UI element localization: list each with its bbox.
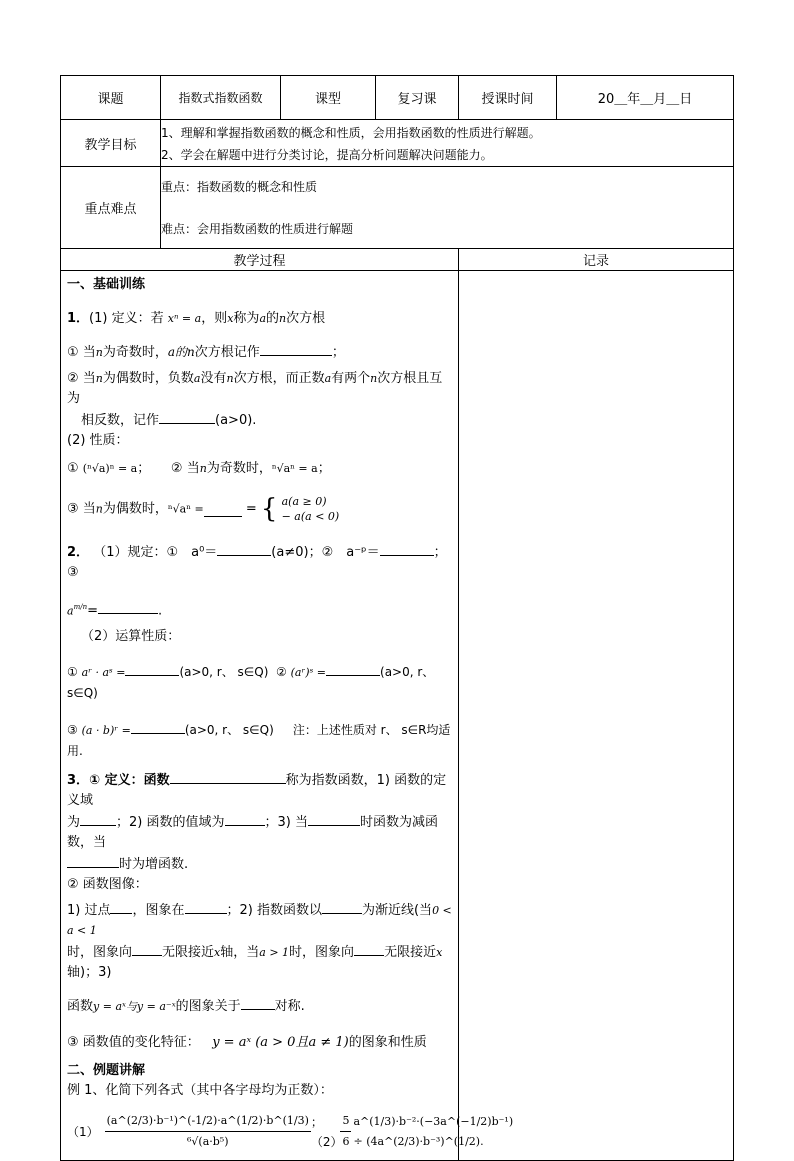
even-root-line-2: 相反数，记作 (a>0). [67, 409, 452, 431]
key-points-row [61, 167, 734, 249]
symmetry-line: 函数y = aˣ与y = a⁻ˣ的图象关于 对称. [67, 995, 452, 1017]
even-root-line: ② 当n为偶数时，负数a没有n次方根，而正数a有两个n次方根且互为 [67, 371, 443, 406]
q2-ops-title: （2）运算性质： [81, 629, 181, 645]
type-label: 课型 [281, 76, 376, 120]
property-line-1: ① (ⁿ√a)ⁿ = a； ② 当n为奇数时，ⁿ√aⁿ = a； [67, 461, 331, 476]
change-line: ③ 函数值的变化特征： y = aˣ (a > 0且a ≠ 1)的图象和性质 [67, 1035, 427, 1051]
odd-root-line: ① 当n为奇数时，a的n次方根记作 ； [67, 341, 452, 363]
q2-rules: 2． （1）规定：① a⁰＝ (a≠0)；② a⁻ᵖ＝ ；③ [67, 541, 452, 583]
properties-title: (2) 性质： [67, 433, 129, 448]
goals-row [61, 120, 734, 167]
content-row [61, 271, 734, 1161]
key-point: 重点：指数函数的概念和性质 [161, 180, 318, 194]
difficult-point: 难点：会用指数函数的性质进行解题 [161, 222, 354, 236]
goal-item-1: 1、理解和掌握指数函数的概念和性质，会用指数函数的性质进行解题。 [161, 126, 541, 140]
graph-title: ② 函数图像： [67, 877, 148, 893]
section1-title: 一、基础训练 [67, 277, 146, 292]
process-content [61, 271, 514, 1161]
ex1-part2-expr: a^(1/3)·b⁻²·(−3a^(−1/2)b⁻¹) ÷ (4a^(2/3)·b⁻³)^(1/2). [353, 1114, 514, 1148]
ops-line-1: ① aʳ · aˢ = (a>0, r、 s∈Q) ② (aʳ)ˢ = (a>0, r、 s∈Q) [67, 661, 452, 703]
property-line-3: ③ 当n为偶数时，ⁿ√aⁿ = = { a(a ≥ 0) − a(a < 0) [67, 494, 340, 524]
graph-text: 1) 过点 ，图象在 ；2) 指数函数以 为渐近线(当0 < a < 1 时，图象向 无限接近x轴，当a > 1时，图象向 无限接近x轴)；3) [67, 899, 452, 983]
topic-label: 课题 [61, 76, 161, 120]
type-value: 复习课 [376, 76, 459, 120]
process-header-row [61, 249, 734, 271]
example-1: 例 1、化简下列各式（其中各字母均为正数）： [67, 1083, 333, 1099]
header-row [61, 76, 734, 120]
section2-title: 二、例题讲解 [67, 1063, 146, 1079]
record-content [459, 271, 734, 1161]
ex1-numerator: (a^(2/3)·b⁻¹)^(-1/2)·a^(1/2)·b^(1/3) [105, 1111, 311, 1132]
record-header: 记录 [459, 249, 734, 271]
goal-item-2: 2、学会在解题中进行分类讨论，提高分析问题解决问题能力。 [161, 148, 493, 162]
key-points-label: 重点难点 [61, 167, 161, 249]
process-header: 教学过程 [61, 249, 459, 271]
q1-definition: 1．(1) 定义：若 xⁿ = a，则x称为a的n次方根 [67, 311, 326, 326]
goals-label: 教学目标 [61, 120, 161, 167]
ex1-denominator: ⁶√(a·b⁵) [186, 1135, 229, 1149]
time-label: 授课时间 [459, 76, 557, 120]
lesson-plan-table [60, 75, 734, 1161]
topic-value: 指数式指数函数 [161, 76, 281, 120]
date-text: 20＿年＿月＿日 [557, 76, 734, 120]
q2-rule-3: $a^{m/n}=$ . [67, 597, 452, 621]
example-1-expressions: （1） $\frac{\text{(a\textasciicircum{}(2/3)·b⁻¹)\textasciicircum{}(-1/2)·a\textasciicircum{}(1/2)·b\textasciicircum{}(1/3)}}{\text{⁶√(a·b⁵)}}$ ；（2） $\frac{5}{6}$ a^(1/3)·b⁻²·(−3a^(−1/2)b⁻¹) ÷ (4a^(2/3)·b⁻³)^(1/2). [67, 1111, 452, 1152]
q3-definition: 3．① 定义：函数 称为指数函数，1) 函数的定义域 为 ；2) 函数的值域为 ；3) 当 时函数为减函数，当 时为增函数. [67, 769, 452, 875]
ops-line-3: ③ (a · b)ʳ = (a>0, r、 s∈Q) 注：上述性质对 r、 s∈R均适用. [67, 719, 452, 761]
